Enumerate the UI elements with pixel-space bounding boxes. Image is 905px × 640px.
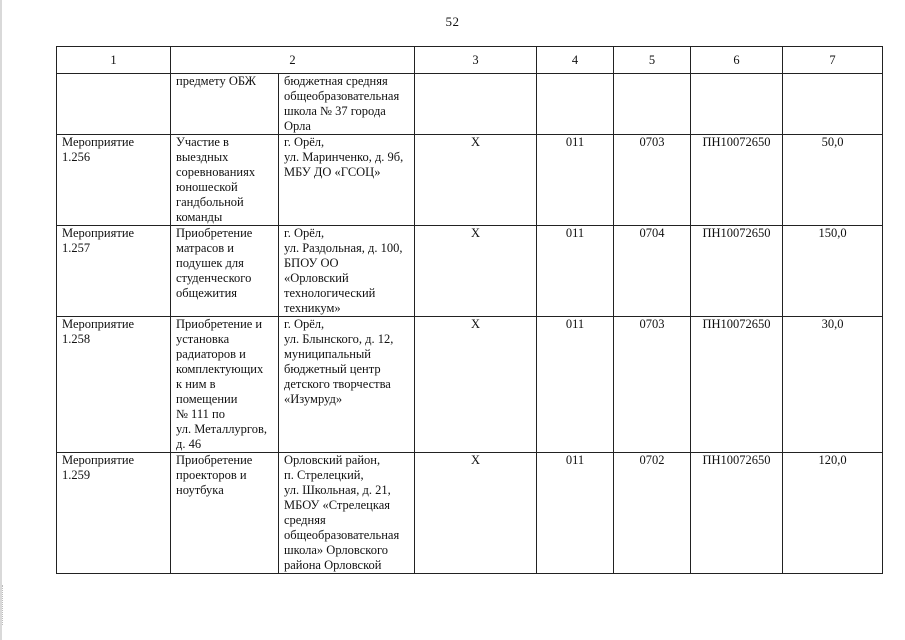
amount-cell: 150,0 — [783, 226, 883, 317]
col-3-cell — [415, 74, 537, 135]
address-cell: г. Орёл, ул. Раздольная, д. 100, БПОУ ОО «Орловский технологический техникум» — [279, 226, 415, 317]
col-5-cell — [614, 74, 691, 135]
amount-cell: 50,0 — [783, 135, 883, 226]
event-id-cell: Мероприятие 1.257 — [57, 226, 171, 317]
col-6-cell: ПН10072650 — [691, 135, 783, 226]
event-id-cell — [57, 74, 171, 135]
table-row — [57, 226, 883, 317]
col-6-cell: ПН10072650 — [691, 317, 783, 453]
col-5-cell: 0702 — [614, 453, 691, 574]
header-col-3: 3 — [415, 47, 537, 74]
col-4-cell: 011 — [537, 453, 614, 574]
amount-cell: 120,0 — [783, 453, 883, 574]
address-cell: г. Орёл, ул. Маринченко, д. 9б, МБУ ДО «ГСОЦ» — [279, 135, 415, 226]
table-header-row — [57, 47, 883, 74]
event-description-cell: Приобретение матрасов и подушек для студенческого общежития — [171, 226, 279, 317]
budget-table — [56, 46, 883, 574]
col-4-cell: 011 — [537, 317, 614, 453]
col-6-cell — [691, 74, 783, 135]
scan-margin-marks — [2, 585, 6, 625]
col-6-cell: ПН10072650 — [691, 226, 783, 317]
event-id-cell: Мероприятие 1.259 — [57, 453, 171, 574]
header-col-4: 4 — [537, 47, 614, 74]
table-row — [57, 74, 883, 135]
col-4-cell: 011 — [537, 135, 614, 226]
event-id-cell: Мероприятие 1.258 — [57, 317, 171, 453]
header-col-2: 2 — [171, 47, 415, 74]
col-5-cell: 0703 — [614, 135, 691, 226]
page-left-edge — [0, 0, 2, 640]
col-5-cell: 0703 — [614, 317, 691, 453]
event-id-cell: Мероприятие 1.256 — [57, 135, 171, 226]
col-3-cell: Х — [415, 226, 537, 317]
col-6-cell: ПН10072650 — [691, 453, 783, 574]
amount-cell: 30,0 — [783, 317, 883, 453]
col-4-cell: 011 — [537, 226, 614, 317]
event-description-cell: Приобретение и установка радиаторов и комплектующих к ним в помещении № 111 по ул. Металлургов, д. 46 — [171, 317, 279, 453]
header-col-7: 7 — [783, 47, 883, 74]
table-row — [57, 453, 883, 574]
header-col-1: 1 — [57, 47, 171, 74]
col-3-cell: Х — [415, 317, 537, 453]
address-cell: бюджетная средняя общеобразовательная школа № 37 города Орла — [279, 74, 415, 135]
table-row — [57, 317, 883, 453]
address-cell: Орловский район, п. Стрелецкий, ул. Школьная, д. 21, МБОУ «Стрелецкая средняя общеобразовательная школа» Орловского района Орловской — [279, 453, 415, 574]
col-4-cell — [537, 74, 614, 135]
table-row — [57, 135, 883, 226]
event-description-cell: предмету ОБЖ — [171, 74, 279, 135]
col-3-cell: Х — [415, 453, 537, 574]
event-description-cell: Участие в выездных соревнованиях юношеской гандбольной команды — [171, 135, 279, 226]
address-cell: г. Орёл, ул. Блынского, д. 12, муниципальный бюджетный центр детского творчества «Изумруд» — [279, 317, 415, 453]
header-col-6: 6 — [691, 47, 783, 74]
page-number: 52 — [445, 14, 460, 29]
event-description-cell: Приобретение проекторов и ноутбука — [171, 453, 279, 574]
col-5-cell: 0704 — [614, 226, 691, 317]
col-3-cell: Х — [415, 135, 537, 226]
header-col-5: 5 — [614, 47, 691, 74]
amount-cell — [783, 74, 883, 135]
